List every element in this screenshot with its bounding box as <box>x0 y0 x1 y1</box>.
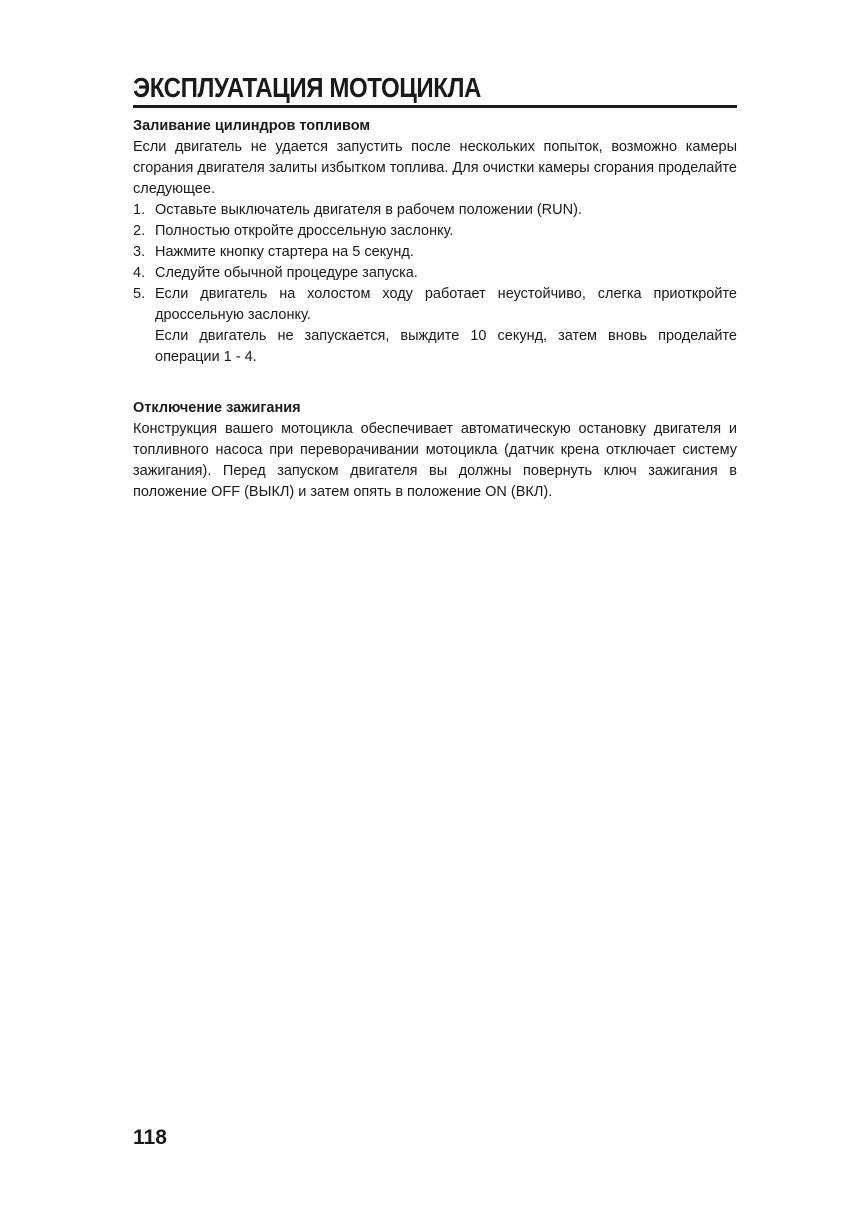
flooding-intro: Если двигатель не удается запустить после нескольких попыток, возможно камеры сгорания двигателя залиты избытком топлива. Для очистки камеры сгорания проделайте следующее. <box>133 139 737 197</box>
page-title: ЭКСПЛУАТАЦИЯ МОТОЦИКЛА <box>133 72 481 103</box>
section-flooding <box>133 116 737 368</box>
page-number: 118 <box>133 1126 167 1149</box>
step-number: 2. <box>133 223 146 239</box>
title-divider <box>133 105 737 108</box>
ignition-cutoff-body: Конструкция вашего мотоцикла обеспечивает автоматическую остановку двигателя и топливного насоса при переворачивании мотоцикла (датчик крена отключает систему зажигания). Перед запуском двигателя вы должны повернуть ключ зажигания в положение OFF (ВЫКЛ) и затем опять в положение ON (ВКЛ). <box>133 421 737 500</box>
section-ignition-cutoff <box>133 398 737 503</box>
step-text: Оставьте выключатель двигателя в рабочем положении (RUN). <box>155 202 582 218</box>
list-item <box>133 284 737 326</box>
section-heading-ignition-cutoff: Отключение зажигания <box>133 400 301 416</box>
list-item <box>133 221 737 242</box>
step-text: Нажмите кнопку стартера на 5 секунд. <box>155 244 414 260</box>
step-number: 4. <box>133 265 146 281</box>
step-text: Если двигатель на холостом ходу работает неустойчиво, слегка приоткройте дроссельную заслонку. <box>155 286 737 323</box>
list-item <box>133 263 737 284</box>
flooding-note: Если двигатель не запускается, выждите 10 секунд, затем вновь проделайте операции 1 - 4. <box>155 328 737 365</box>
step-number: 1. <box>133 202 146 218</box>
step-number: 5. <box>133 286 146 302</box>
flooding-steps-list <box>133 200 737 326</box>
list-item <box>133 200 737 221</box>
step-number: 3. <box>133 244 146 260</box>
step-text: Полностью откройте дроссельную заслонку. <box>155 223 454 239</box>
list-item <box>133 242 737 263</box>
section-heading-flooding: Заливание цилиндров топливом <box>133 118 371 134</box>
step-text: Следуйте обычной процедуре запуска. <box>155 265 418 281</box>
